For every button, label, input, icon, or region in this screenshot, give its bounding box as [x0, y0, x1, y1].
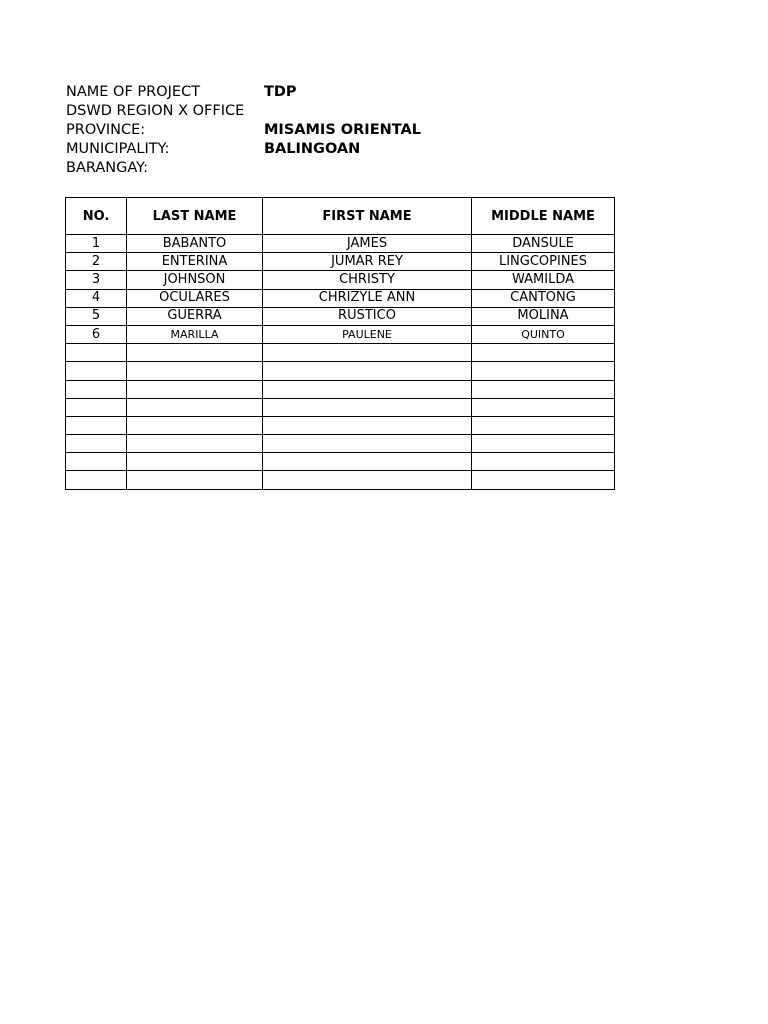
cell-last-name: MARILLA	[127, 325, 263, 343]
empty-row	[66, 362, 615, 380]
empty-cell	[472, 471, 615, 489]
empty-cell	[263, 398, 472, 416]
province-row	[66, 121, 421, 140]
cell-first-name: PAULENE	[263, 325, 472, 343]
table-row	[66, 253, 615, 271]
empty-cell	[472, 398, 615, 416]
office-label: DSWD REGION X OFFICE	[66, 103, 245, 119]
empty-row	[66, 416, 615, 434]
empty-cell	[472, 453, 615, 471]
cell-middle-name: DANSULE	[472, 235, 615, 253]
empty-cell	[472, 362, 615, 380]
empty-cell	[127, 398, 263, 416]
table-row	[66, 271, 615, 289]
empty-cell	[263, 380, 472, 398]
empty-cell	[66, 471, 127, 489]
empty-cell	[263, 435, 472, 453]
column-header-last-name: LAST NAME	[127, 198, 263, 235]
empty-cell	[127, 380, 263, 398]
cell-no: 6	[66, 325, 127, 343]
empty-cell	[127, 435, 263, 453]
empty-cell	[263, 453, 472, 471]
empty-row	[66, 471, 615, 489]
office-row	[66, 102, 421, 121]
empty-cell	[263, 471, 472, 489]
empty-cell	[263, 416, 472, 434]
empty-cell	[66, 398, 127, 416]
empty-cell	[66, 380, 127, 398]
cell-middle-name: LINGCOPINES	[472, 253, 615, 271]
empty-row	[66, 380, 615, 398]
table-header-row	[66, 198, 615, 235]
empty-cell	[472, 435, 615, 453]
empty-row	[66, 453, 615, 471]
table-row	[66, 307, 615, 325]
cell-no: 4	[66, 289, 127, 307]
cell-last-name: JOHNSON	[127, 271, 263, 289]
cell-no: 3	[66, 271, 127, 289]
cell-last-name: BABANTO	[127, 235, 263, 253]
municipality-label: MUNICIPALITY:	[66, 141, 170, 157]
table-row	[66, 235, 615, 253]
barangay-label: BARANGAY:	[66, 160, 148, 176]
cell-first-name: JUMAR REY	[263, 253, 472, 271]
empty-cell	[66, 453, 127, 471]
table-row	[66, 289, 615, 307]
empty-row	[66, 398, 615, 416]
project-row	[66, 83, 421, 102]
cell-middle-name: CANTONG	[472, 289, 615, 307]
empty-cell	[472, 416, 615, 434]
table-row	[66, 325, 615, 343]
project-label: NAME OF PROJECT	[66, 84, 201, 100]
empty-cell	[472, 380, 615, 398]
empty-cell	[127, 471, 263, 489]
cell-middle-name: QUINTO	[472, 325, 615, 343]
empty-cell	[127, 416, 263, 434]
cell-last-name: OCULARES	[127, 289, 263, 307]
empty-cell	[472, 344, 615, 362]
empty-row	[66, 344, 615, 362]
province-value: MISAMIS ORIENTAL	[264, 122, 421, 138]
cell-no: 5	[66, 307, 127, 325]
cell-middle-name: MOLINA	[472, 307, 615, 325]
municipality-row	[66, 140, 421, 159]
column-header-no: NO.	[66, 198, 127, 235]
cell-first-name: CHRIZYLE ANN	[263, 289, 472, 307]
barangay-row	[66, 159, 421, 178]
empty-cell	[127, 453, 263, 471]
empty-row	[66, 435, 615, 453]
column-header-middle-name: MIDDLE NAME	[472, 198, 615, 235]
empty-cell	[66, 362, 127, 380]
project-info	[66, 83, 421, 178]
empty-cell	[263, 362, 472, 380]
empty-cell	[66, 344, 127, 362]
cell-first-name: JAMES	[263, 235, 472, 253]
cell-last-name: GUERRA	[127, 307, 263, 325]
empty-cell	[127, 362, 263, 380]
cell-first-name: RUSTICO	[263, 307, 472, 325]
cell-no: 1	[66, 235, 127, 253]
cell-middle-name: WAMILDA	[472, 271, 615, 289]
project-value: TDP	[264, 84, 297, 100]
cell-last-name: ENTERINA	[127, 253, 263, 271]
empty-cell	[127, 344, 263, 362]
names-table	[65, 197, 615, 490]
empty-cell	[66, 416, 127, 434]
column-header-first-name: FIRST NAME	[263, 198, 472, 235]
municipality-value: BALINGOAN	[264, 141, 361, 157]
province-label: PROVINCE:	[66, 122, 146, 138]
cell-no: 2	[66, 253, 127, 271]
cell-first-name: CHRISTY	[263, 271, 472, 289]
empty-cell	[66, 435, 127, 453]
empty-cell	[263, 344, 472, 362]
